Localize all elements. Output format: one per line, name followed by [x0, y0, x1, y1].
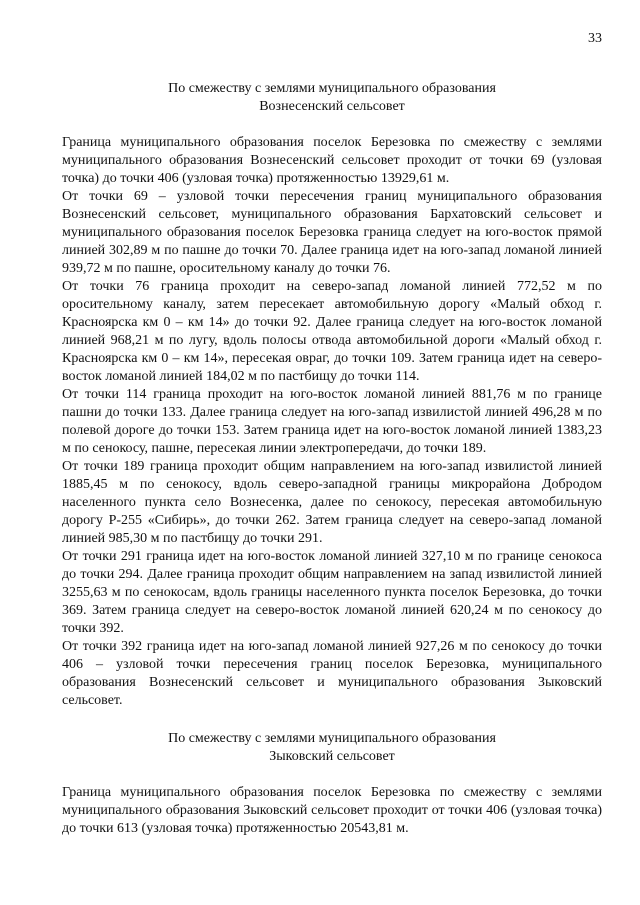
paragraph: Граница муниципального образования поселок Березовка по смежеству с землями муниципального образования Вознесенский сельсовет проходит от точки 69 (узловая точка) до точки 406 (узловая точка) протяженностью 13929,61 м. — [62, 135, 602, 186]
section-heading-line2: Зыковский сельсовет — [269, 749, 395, 764]
paragraph: От точки 76 граница проходит на северо-запад ломаной линией 772,52 м по оросительному каналу, затем пересекает автомобильную дорогу «Малый обход г. Красноярска км 0 – км 14» до точки 92. Далее граница следует на юго-восток ломаной линией 968,21 м по лугу, вдоль полосы отвода автомобильной дороги «Малый обход г. Красноярска км 0 – км 14», пересекая овраг, до точки 109. Затем граница идет на северо-восток ломаной линией 184,02 м по пастбищу до точки 114. — [62, 279, 602, 384]
section-heading-line1: По смежеству с землями муниципального образования — [168, 81, 496, 96]
paragraph: От точки 291 граница идет на юго-восток ломаной линией 327,10 м по границе сенокоса до точки 294. Далее граница проходит общим направлением на запад извилистой линией 3255,63 м по сенокосам, вдоль границы населенного пункта поселок Березовка, до точки 369. Затем граница следует на северо-восток ломаной линией 620,24 м по сенокосу до точки 392. — [62, 549, 602, 636]
section-heading — [62, 730, 602, 766]
paragraph: От точки 114 граница проходит на юго-восток ломаной линией 881,76 м по границе пашни до точки 133. Далее граница следует на юго-запад извилистой линией 496,28 м по полевой дороге до точки 153. Затем граница идет на юго-восток ломаной линией 1383,23 м по сенокосу, пашне, пересекая линии электропередачи, до точки 189. — [62, 387, 602, 456]
document-body — [62, 80, 602, 838]
paragraph: От точки 189 граница проходит общим направлением на юго-запад извилистой линией 1885,45 м по сенокосу, вдоль северо-западной границы микрорайона Добродом населенного пункта село Вознесенка, далее по сенокосу, пересекая автомобильную дорогу Р-255 «Сибирь», до точки 262. Затем граница следует на северо-запад ломаной линией 985,30 м по пастбищу до точки 291. — [62, 459, 602, 546]
page-number: 33 — [588, 31, 602, 46]
paragraph: Граница муниципального образования поселок Березовка по смежеству с землями муниципального образования Зыковский сельсовет проходит от точки 406 (узловая точка) до точки 613 (узловая точка) протяженностью 20543,81 м. — [62, 785, 602, 836]
paragraph: От точки 392 граница идет на юго-запад ломаной линией 927,26 м по сенокосу до точки 406 – узловой точки пересечения границ поселок Березовка, муниципального образования Вознесенский сельсовет и муниципального образования Зыковский сельсовет. — [62, 639, 602, 708]
section-voznesensky — [62, 80, 602, 710]
section-zykovsky — [62, 730, 602, 838]
paragraph: От точки 69 – узловой точки пересечения границ муниципального образования Вознесенский сельсовет, муниципального образования Бархатовский сельсовет и муниципального образования поселок Березовка граница следует на юго-восток прямой линией 302,89 м по пашне до точки 70. Далее граница идет на юго-запад ломаной линией 939,72 м по пашне, оросительному каналу до точки 76. — [62, 189, 602, 276]
section-heading — [62, 80, 602, 116]
section-heading-line2: Вознесенский сельсовет — [259, 99, 405, 114]
section-heading-line1: По смежеству с землями муниципального образования — [168, 731, 496, 746]
